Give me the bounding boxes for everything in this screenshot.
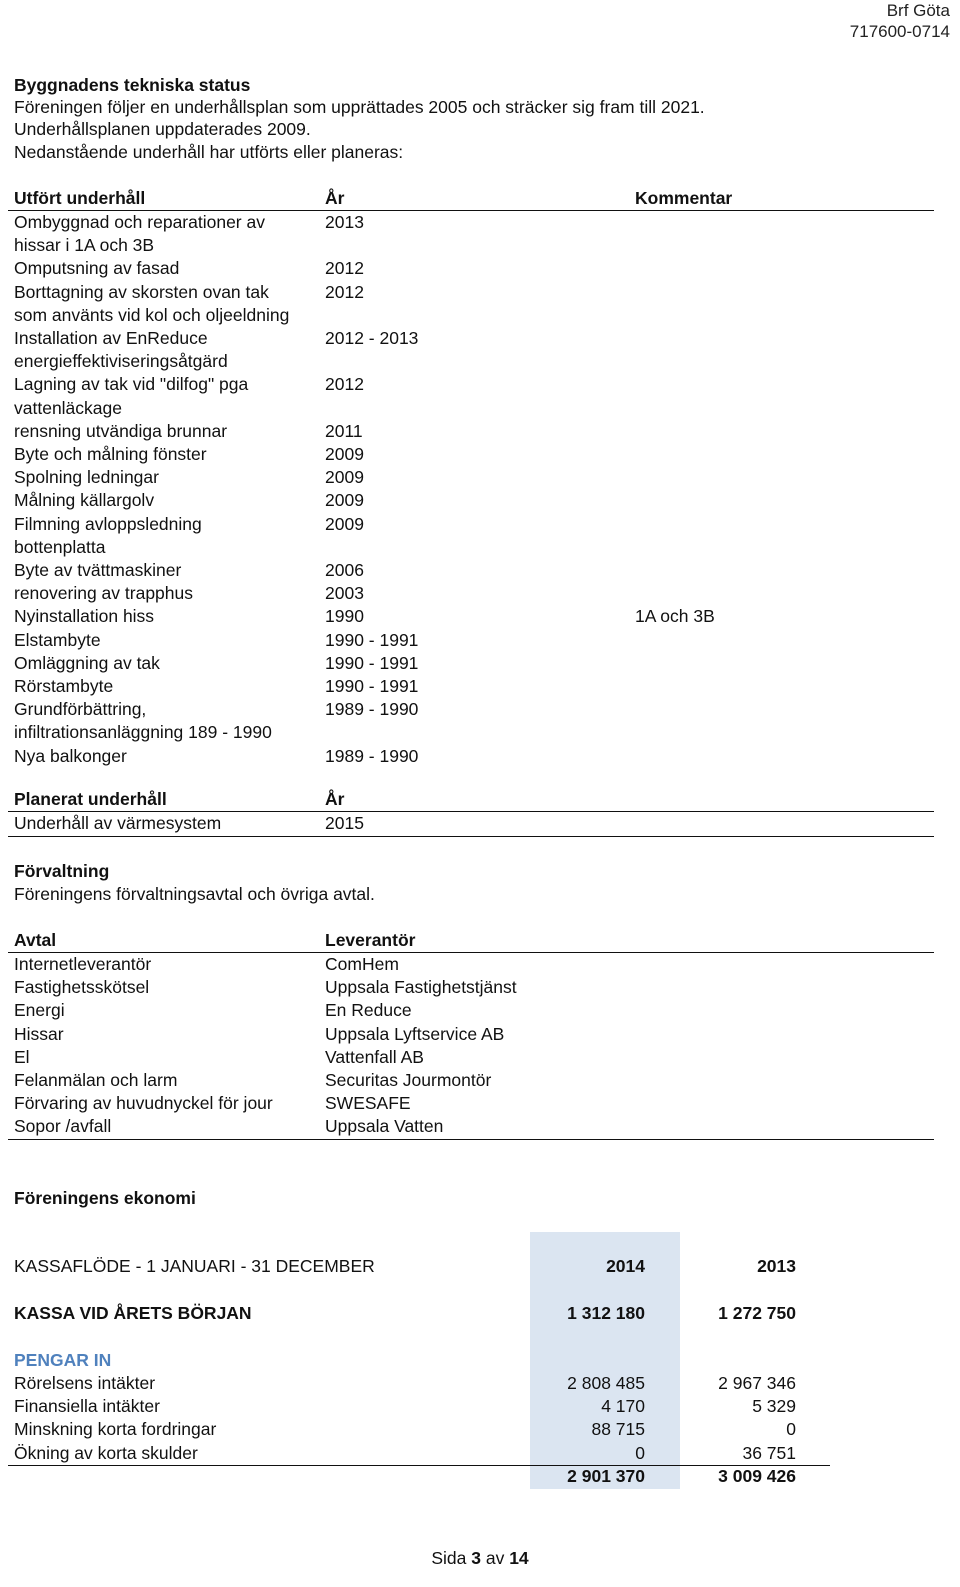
done-row [0, 211, 940, 257]
year-previous: 2013 [757, 1256, 796, 1276]
done-row [0, 605, 940, 628]
done-row-work: Filmning avloppsledning [14, 513, 202, 534]
done-row-year: 1990 [325, 606, 364, 627]
done-row [0, 281, 940, 327]
contracts-bottom-rule [8, 1139, 934, 1140]
done-row-year: 2012 [325, 258, 364, 279]
contract-supplier: Uppsala Fastighetstjänst [325, 977, 517, 998]
management-title: Förvaltning [14, 861, 110, 881]
done-row-work: energieffektiviseringsåtgärd [14, 351, 228, 372]
done-row-year: 2009 [325, 490, 364, 511]
page-footer [0, 1547, 960, 1569]
planned-row-year: 2015 [325, 813, 364, 833]
done-row [0, 675, 940, 698]
done-row-work: rensning utvändiga brunnar [14, 420, 228, 441]
contracts-header-supplier: Leverantör [325, 930, 416, 950]
company-name: Brf Göta [886, 1, 950, 20]
opening-previous: 1 272 750 [718, 1303, 796, 1323]
inflow-title: PENGAR IN [14, 1350, 112, 1370]
done-row-work: Elstambyte [14, 629, 101, 650]
done-row-year: 2003 [325, 583, 364, 604]
inflow-total-rule [8, 1465, 830, 1466]
contract-supplier: Uppsala Vatten [325, 1116, 444, 1137]
contract-name: Sopor /avfall [14, 1116, 112, 1137]
planned-header-work: Planerat underhåll [14, 789, 167, 809]
contract-name: Hissar [14, 1023, 64, 1044]
org-number: 717600-0714 [849, 22, 950, 41]
done-row [0, 257, 940, 280]
done-row [0, 559, 940, 582]
contract-supplier: Vattenfall AB [325, 1046, 424, 1067]
status-intro-2: Underhållsplanen uppdaterades 2009. [14, 119, 311, 139]
opening-current: 1 312 180 [567, 1303, 645, 1323]
contract-row [0, 953, 940, 976]
inflow-previous: 5 329 [752, 1396, 796, 1417]
inflow-current: 88 715 [591, 1419, 645, 1440]
page-current: 3 [471, 1548, 481, 1568]
done-row-year: 1990 - 1991 [325, 629, 419, 650]
done-row [0, 373, 940, 419]
contract-row [0, 1092, 940, 1115]
contract-name: Internetleverantör [14, 954, 152, 974]
done-row-year: 2012 - 2013 [325, 328, 419, 348]
planned-header-year: År [325, 789, 345, 809]
done-row-year: 1990 - 1991 [325, 652, 419, 673]
done-row-work: infiltrationsanläggning 189 - 1990 [14, 722, 272, 743]
inflow-previous: 2 967 346 [718, 1373, 796, 1393]
cashflow-label: KASSAFLÖDE - 1 JANUARI - 31 DECEMBER [14, 1256, 375, 1276]
done-row [0, 698, 940, 744]
opening-label: KASSA VID ÅRETS BÖRJAN [14, 1303, 252, 1323]
contract-row [0, 1069, 940, 1092]
done-row-work: Spolning ledningar [14, 467, 159, 488]
done-row [0, 652, 940, 675]
contract-row [0, 1115, 940, 1138]
contract-row [0, 999, 940, 1022]
done-header-work: Utfört underhåll [14, 188, 146, 208]
done-row [0, 582, 940, 605]
contract-supplier: ComHem [325, 954, 399, 974]
done-row-work: vattenläckage [14, 397, 122, 418]
done-row-year: 2009 [325, 444, 364, 464]
inflow-current: 0 [635, 1442, 645, 1463]
done-row-work: Byte av tvättmaskiner [14, 560, 182, 580]
done-row-work: Lagning av tak vid "dilfog" pga [14, 374, 249, 395]
inflow-row [0, 1442, 940, 1465]
contract-row [0, 976, 940, 999]
done-row [0, 745, 940, 768]
contract-supplier: En Reduce [325, 1000, 412, 1021]
status-intro-1: Föreningen följer en underhållsplan som upprättades 2005 och sträcker sig fram till 2021. [14, 97, 705, 117]
contract-row [0, 1023, 940, 1046]
done-row [0, 489, 940, 512]
done-row-work: Målning källargolv [14, 490, 155, 511]
inflow-total-current: 2 901 370 [567, 1466, 645, 1486]
done-row [0, 629, 940, 652]
done-row-comment: 1A och 3B [635, 606, 715, 627]
contract-name: Energi [14, 1000, 65, 1021]
inflow-label: Rörelsens intäkter [14, 1373, 156, 1393]
planned-row-work: Underhåll av värmesystem [14, 813, 222, 833]
inflow-current: 2 808 485 [567, 1373, 645, 1393]
done-row-year: 2011 [325, 420, 363, 441]
contract-name: El [14, 1046, 30, 1067]
done-row-work: som använts vid kol och oljeeldning [14, 304, 290, 325]
done-row [0, 443, 940, 466]
done-row-work: Nya balkonger [14, 745, 127, 766]
done-row-work: hissar i 1A och 3B [14, 235, 155, 256]
inflow-label: Minskning korta fordringar [14, 1419, 217, 1440]
done-row-work: Nyinstallation hiss [14, 606, 155, 627]
planned-bottom-rule [8, 836, 934, 837]
done-row-work: Rörstambyte [14, 676, 114, 696]
inflow-row [0, 1372, 940, 1395]
done-row-work: renovering av trapphus [14, 583, 193, 604]
done-row-year: 2006 [325, 560, 364, 580]
done-row [0, 420, 940, 443]
done-row-work: Byte och målning fönster [14, 444, 207, 464]
done-header-year: År [325, 188, 345, 208]
contract-name: Fastighetsskötsel [14, 977, 150, 998]
done-row-work: Omläggning av tak [14, 652, 160, 673]
done-row-year: 1989 - 1990 [325, 699, 419, 720]
status-title: Byggnadens tekniska status [14, 75, 251, 95]
inflow-current: 4 170 [601, 1396, 645, 1417]
done-header-comment: Kommentar [635, 188, 733, 208]
done-row-work: Grundförbättring, [14, 699, 147, 720]
inflow-row [0, 1418, 940, 1441]
done-row [0, 513, 940, 559]
contracts-header-contract: Avtal [14, 930, 57, 950]
done-row-work: bottenplatta [14, 536, 106, 557]
contract-name: Felanmälan och larm [14, 1070, 178, 1090]
page-prefix: Sida [431, 1548, 467, 1568]
contract-supplier: Uppsala Lyftservice AB [325, 1023, 505, 1044]
management-text: Föreningens förvaltningsavtal och övriga avtal. [14, 884, 375, 904]
economy-title: Föreningens ekonomi [14, 1188, 196, 1208]
page-total: 14 [509, 1548, 529, 1568]
inflow-label: Ökning av korta skulder [14, 1442, 198, 1463]
done-row-year: 1989 - 1990 [325, 745, 419, 766]
year-current: 2014 [606, 1256, 645, 1276]
contract-name: Förvaring av huvudnyckel för jour [14, 1093, 273, 1114]
inflow-label: Finansiella intäkter [14, 1396, 160, 1417]
inflow-previous: 0 [786, 1419, 796, 1440]
done-row-year: 2013 [325, 212, 364, 232]
inflow-row [0, 1395, 940, 1418]
inflow-total-previous: 3 009 426 [718, 1466, 796, 1486]
done-row-work: Installation av EnReduce [14, 328, 208, 348]
done-row-year: 2009 [325, 467, 364, 488]
done-row-year: 2012 [325, 281, 364, 302]
done-row-year: 2012 [325, 374, 364, 395]
contract-supplier: SWESAFE [325, 1093, 411, 1114]
done-row-year: 1990 - 1991 [325, 676, 419, 696]
done-row-work: Borttagning av skorsten ovan tak [14, 281, 269, 302]
contract-row [0, 1046, 940, 1069]
done-row [0, 327, 940, 373]
contract-supplier: Securitas Jourmontör [325, 1070, 492, 1090]
inflow-previous: 36 751 [742, 1442, 796, 1463]
status-intro-3: Nedanstående underhåll har utförts eller planeras: [14, 142, 404, 162]
page-middle: av [485, 1548, 505, 1568]
done-row [0, 466, 940, 489]
done-row-work: Ombyggnad och reparationer av [14, 212, 265, 232]
done-row-year: 2009 [325, 513, 364, 534]
done-row-work: Omputsning av fasad [14, 258, 180, 279]
